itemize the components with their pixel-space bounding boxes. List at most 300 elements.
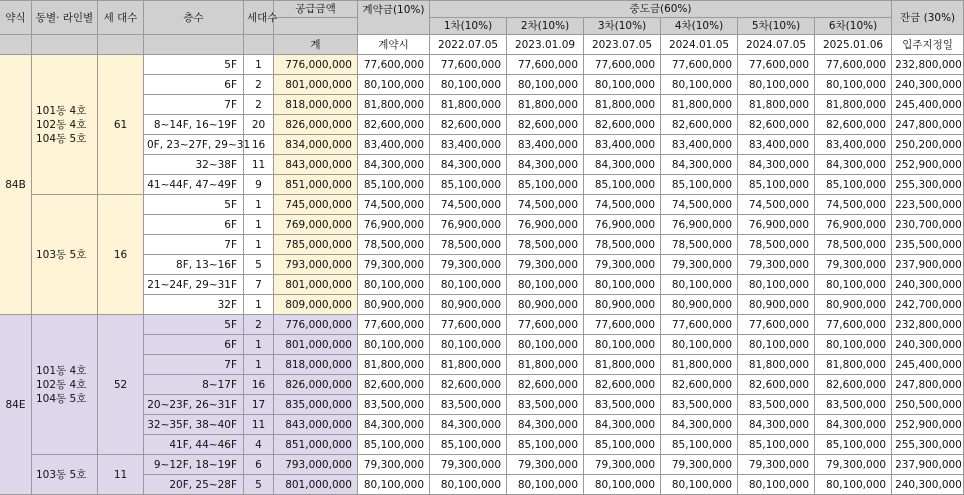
- interim-cell-5: 83,500,000: [738, 395, 815, 415]
- contract-cell: 76,900,000: [358, 215, 430, 235]
- interim-cell-4: 80,100,000: [661, 275, 738, 295]
- header-contract: 계약금(10%): [358, 1, 430, 35]
- table-row: [0, 95, 964, 115]
- interim-cell-3: 80,100,000: [584, 475, 661, 495]
- interim-cell-3: 77,600,000: [584, 55, 661, 75]
- households-cell: 16: [244, 135, 274, 155]
- contract-cell: 81,800,000: [358, 95, 430, 115]
- households-cell: 1: [244, 195, 274, 215]
- interim-cell-6: 82,600,000: [815, 375, 892, 395]
- header-date-4: 2024.01.05: [661, 35, 738, 55]
- interim-cell-6: 80,100,000: [815, 335, 892, 355]
- header-floors: 층수: [144, 1, 244, 35]
- table-row: [0, 55, 964, 75]
- floor-cell: 6F: [144, 335, 244, 355]
- interim-cell-3: 82,600,000: [584, 115, 661, 135]
- floor-cell: 6F: [144, 75, 244, 95]
- interim-cell-1: 76,900,000: [430, 215, 507, 235]
- interim-cell-6: 85,100,000: [815, 435, 892, 455]
- interim-cell-2: 84,300,000: [507, 155, 584, 175]
- contract-cell: 85,100,000: [358, 435, 430, 455]
- interim-cell-6: 81,800,000: [815, 355, 892, 375]
- interim-cell-1: 77,600,000: [430, 55, 507, 75]
- header-balance-sub: 입주지정일: [892, 35, 964, 55]
- supply-price-cell: 801,000,000: [274, 475, 358, 495]
- interim-cell-1: 83,500,000: [430, 395, 507, 415]
- interim-cell-5: 84,300,000: [738, 415, 815, 435]
- header-supply-blank: [274, 18, 358, 35]
- households-cell: 1: [244, 295, 274, 315]
- dong-line-text: 102동 4호: [36, 118, 87, 131]
- balance-cell: 230,700,000: [892, 215, 964, 235]
- interim-cell-4: 85,100,000: [661, 435, 738, 455]
- interim-cell-5: 82,600,000: [738, 115, 815, 135]
- balance-cell: 240,300,000: [892, 335, 964, 355]
- households-cell: 6: [244, 455, 274, 475]
- header-interim-6: 6차(10%): [815, 18, 892, 35]
- dong-line-text: 102동 4호: [36, 378, 87, 391]
- floor-cell: 20F, 25~28F: [144, 475, 244, 495]
- interim-cell-1: 82,600,000: [430, 375, 507, 395]
- header-blank: [98, 35, 144, 55]
- unit-count-cell: 52: [98, 315, 144, 455]
- interim-cell-3: 74,500,000: [584, 195, 661, 215]
- table-row: [0, 395, 964, 415]
- interim-cell-3: 79,300,000: [584, 455, 661, 475]
- interim-cell-2: 85,100,000: [507, 175, 584, 195]
- header-interim: 중도금(60%): [430, 1, 892, 18]
- floor-cell: 7F: [144, 235, 244, 255]
- interim-cell-2: 81,800,000: [507, 95, 584, 115]
- contract-cell: 77,600,000: [358, 315, 430, 335]
- balance-cell: 242,700,000: [892, 295, 964, 315]
- interim-cell-6: 81,800,000: [815, 95, 892, 115]
- header-interim-1: 1차(10%): [430, 18, 507, 35]
- floor-cell: 21~24F, 29~31F: [144, 275, 244, 295]
- header-date-5: 2024.07.05: [738, 35, 815, 55]
- header-blank: [32, 35, 98, 55]
- interim-cell-4: 82,600,000: [661, 375, 738, 395]
- contract-cell: 77,600,000: [358, 55, 430, 75]
- header-blank: [144, 35, 244, 55]
- header-units: 세 대수: [98, 1, 144, 35]
- floor-cell: 32~35F, 38~40F: [144, 415, 244, 435]
- interim-cell-2: 79,300,000: [507, 255, 584, 275]
- interim-cell-3: 81,800,000: [584, 355, 661, 375]
- header-date-3: 2023.07.05: [584, 35, 661, 55]
- table-row: [0, 135, 964, 155]
- unit-count-cell: 16: [98, 195, 144, 315]
- interim-cell-1: 80,100,000: [430, 335, 507, 355]
- header-date-1: 2022.07.05: [430, 35, 507, 55]
- contract-cell: 79,300,000: [358, 255, 430, 275]
- table-row: [0, 215, 964, 235]
- supply-price-cell: 793,000,000: [274, 255, 358, 275]
- interim-cell-1: 80,900,000: [430, 295, 507, 315]
- table-row: [0, 415, 964, 435]
- interim-cell-1: 85,100,000: [430, 175, 507, 195]
- contract-cell: 83,500,000: [358, 395, 430, 415]
- supply-price-cell: 769,000,000: [274, 215, 358, 235]
- floor-cell: 6F: [144, 215, 244, 235]
- interim-cell-6: 76,900,000: [815, 215, 892, 235]
- interim-cell-3: 81,800,000: [584, 95, 661, 115]
- balance-cell: 237,900,000: [892, 255, 964, 275]
- unit-type-cell: 84B: [0, 55, 32, 315]
- contract-cell: 82,600,000: [358, 375, 430, 395]
- interim-cell-5: 81,800,000: [738, 95, 815, 115]
- floor-cell: 5F: [144, 195, 244, 215]
- supply-price-cell: 785,000,000: [274, 235, 358, 255]
- dong-line-text: 103동 5호: [36, 248, 87, 261]
- balance-cell: 252,900,000: [892, 155, 964, 175]
- supply-price-cell: 826,000,000: [274, 375, 358, 395]
- interim-cell-1: 80,100,000: [430, 75, 507, 95]
- balance-cell: 247,800,000: [892, 375, 964, 395]
- interim-cell-3: 80,900,000: [584, 295, 661, 315]
- supply-price-cell: 801,000,000: [274, 275, 358, 295]
- floor-cell: 8F, 13~16F: [144, 255, 244, 275]
- interim-cell-2: 80,100,000: [507, 275, 584, 295]
- header-date-2: 2023.01.09: [507, 35, 584, 55]
- households-cell: 20: [244, 115, 274, 135]
- balance-cell: 235,500,000: [892, 235, 964, 255]
- floor-cell: 9~12F, 18~19F: [144, 455, 244, 475]
- interim-cell-3: 78,500,000: [584, 235, 661, 255]
- interim-cell-6: 80,100,000: [815, 75, 892, 95]
- supply-price-cell: 801,000,000: [274, 75, 358, 95]
- floor-cell: 20~23F, 26~31F: [144, 395, 244, 415]
- contract-cell: 85,100,000: [358, 175, 430, 195]
- interim-cell-1: 80,100,000: [430, 475, 507, 495]
- table-body: [0, 1, 964, 495]
- contract-cell: 83,400,000: [358, 135, 430, 155]
- interim-cell-3: 85,100,000: [584, 175, 661, 195]
- unit-count-cell: 61: [98, 55, 144, 195]
- table-row: [0, 115, 964, 135]
- dong-line-cell: [32, 315, 98, 455]
- interim-cell-5: 83,400,000: [738, 135, 815, 155]
- interim-cell-2: 83,400,000: [507, 135, 584, 155]
- households-cell: 5: [244, 475, 274, 495]
- households-cell: 1: [244, 355, 274, 375]
- interim-cell-6: 80,900,000: [815, 295, 892, 315]
- interim-cell-4: 78,500,000: [661, 235, 738, 255]
- households-cell: 11: [244, 155, 274, 175]
- interim-cell-1: 78,500,000: [430, 235, 507, 255]
- interim-cell-4: 85,100,000: [661, 175, 738, 195]
- interim-cell-5: 79,300,000: [738, 455, 815, 475]
- interim-cell-2: 80,100,000: [507, 335, 584, 355]
- interim-cell-1: 81,800,000: [430, 95, 507, 115]
- interim-cell-4: 74,500,000: [661, 195, 738, 215]
- interim-cell-5: 84,300,000: [738, 155, 815, 175]
- table-row: [0, 335, 964, 355]
- header-type: 약식: [0, 1, 32, 35]
- interim-cell-3: 84,300,000: [584, 415, 661, 435]
- table-row: [0, 75, 964, 95]
- interim-cell-6: 80,100,000: [815, 275, 892, 295]
- interim-cell-1: 85,100,000: [430, 435, 507, 455]
- contract-cell: 79,300,000: [358, 455, 430, 475]
- balance-cell: 255,300,000: [892, 175, 964, 195]
- dong-line-cell: [32, 455, 98, 495]
- contract-cell: 80,100,000: [358, 475, 430, 495]
- table-row: [0, 155, 964, 175]
- households-cell: 17: [244, 395, 274, 415]
- interim-cell-6: 78,500,000: [815, 235, 892, 255]
- balance-cell: 237,900,000: [892, 455, 964, 475]
- contract-cell: 80,100,000: [358, 335, 430, 355]
- interim-cell-4: 83,400,000: [661, 135, 738, 155]
- interim-cell-2: 84,300,000: [507, 415, 584, 435]
- table-row: [0, 455, 964, 475]
- interim-cell-3: 83,500,000: [584, 395, 661, 415]
- households-cell: 2: [244, 315, 274, 335]
- balance-cell: 240,300,000: [892, 75, 964, 95]
- interim-cell-5: 80,100,000: [738, 75, 815, 95]
- table-row: [0, 195, 964, 215]
- header-households: 세대수: [244, 1, 274, 35]
- contract-cell: 81,800,000: [358, 355, 430, 375]
- interim-cell-1: 84,300,000: [430, 415, 507, 435]
- interim-cell-5: 77,600,000: [738, 55, 815, 75]
- interim-cell-5: 76,900,000: [738, 215, 815, 235]
- interim-cell-2: 74,500,000: [507, 195, 584, 215]
- supply-price-cell: 834,000,000: [274, 135, 358, 155]
- floor-cell: 32~38F: [144, 155, 244, 175]
- interim-cell-2: 82,600,000: [507, 375, 584, 395]
- floor-cell: 5F: [144, 55, 244, 75]
- interim-cell-4: 79,300,000: [661, 455, 738, 475]
- header-blank: [244, 35, 274, 55]
- header-supply-sub: 계: [274, 35, 358, 55]
- supply-price-cell: 776,000,000: [274, 315, 358, 335]
- interim-cell-5: 80,100,000: [738, 335, 815, 355]
- households-cell: 1: [244, 55, 274, 75]
- table-row: [0, 375, 964, 395]
- floor-cell: 8~17F: [144, 375, 244, 395]
- table-row: [0, 315, 964, 335]
- interim-cell-4: 76,900,000: [661, 215, 738, 235]
- interim-cell-6: 79,300,000: [815, 255, 892, 275]
- balance-cell: 255,300,000: [892, 435, 964, 455]
- interim-cell-2: 80,900,000: [507, 295, 584, 315]
- balance-cell: 240,300,000: [892, 475, 964, 495]
- households-cell: 1: [244, 215, 274, 235]
- interim-cell-1: 77,600,000: [430, 315, 507, 335]
- interim-cell-5: 74,500,000: [738, 195, 815, 215]
- dong-line-text: 103동 5호: [36, 468, 87, 481]
- interim-cell-4: 84,300,000: [661, 155, 738, 175]
- interim-cell-2: 79,300,000: [507, 455, 584, 475]
- interim-cell-4: 82,600,000: [661, 115, 738, 135]
- floor-cell: 8~14F, 16~19F: [144, 115, 244, 135]
- floor-cell: 7F: [144, 355, 244, 375]
- supply-price-cell: 801,000,000: [274, 335, 358, 355]
- interim-cell-4: 80,100,000: [661, 75, 738, 95]
- supply-price-cell: 793,000,000: [274, 455, 358, 475]
- interim-cell-2: 77,600,000: [507, 315, 584, 335]
- dong-line-text: 104동 5호: [36, 132, 87, 145]
- contract-cell: 82,600,000: [358, 115, 430, 135]
- interim-cell-2: 81,800,000: [507, 355, 584, 375]
- interim-cell-6: 82,600,000: [815, 115, 892, 135]
- households-cell: 1: [244, 235, 274, 255]
- interim-cell-2: 80,100,000: [507, 475, 584, 495]
- balance-cell: 250,500,000: [892, 395, 964, 415]
- interim-cell-1: 80,100,000: [430, 275, 507, 295]
- interim-cell-6: 77,600,000: [815, 55, 892, 75]
- table-row: [0, 235, 964, 255]
- interim-cell-2: 85,100,000: [507, 435, 584, 455]
- households-cell: 5: [244, 255, 274, 275]
- header-contract-sub: 계약시: [358, 35, 430, 55]
- balance-cell: 223,500,000: [892, 195, 964, 215]
- contract-cell: 84,300,000: [358, 155, 430, 175]
- interim-cell-5: 78,500,000: [738, 235, 815, 255]
- contract-cell: 80,100,000: [358, 275, 430, 295]
- interim-cell-5: 77,600,000: [738, 315, 815, 335]
- table-row: [0, 275, 964, 295]
- interim-cell-5: 80,100,000: [738, 475, 815, 495]
- balance-cell: 245,400,000: [892, 355, 964, 375]
- interim-cell-4: 81,800,000: [661, 355, 738, 375]
- interim-cell-4: 77,600,000: [661, 315, 738, 335]
- header-date-6: 2025.01.06: [815, 35, 892, 55]
- header-supply-price: 공급금액: [274, 1, 358, 18]
- supply-price-cell: 851,000,000: [274, 435, 358, 455]
- dong-line-text: 104동 5호: [36, 392, 87, 405]
- interim-cell-6: 83,500,000: [815, 395, 892, 415]
- supply-price-cell: 818,000,000: [274, 355, 358, 375]
- interim-cell-5: 79,300,000: [738, 255, 815, 275]
- households-cell: 2: [244, 95, 274, 115]
- interim-cell-4: 80,100,000: [661, 475, 738, 495]
- floor-cell: 41F, 44~46F: [144, 435, 244, 455]
- households-cell: 1: [244, 335, 274, 355]
- supply-price-cell: 851,000,000: [274, 175, 358, 195]
- interim-cell-5: 82,600,000: [738, 375, 815, 395]
- floor-cell: 32F: [144, 295, 244, 315]
- interim-cell-4: 80,100,000: [661, 335, 738, 355]
- supply-price-cell: 818,000,000: [274, 95, 358, 115]
- supply-price-cell: 809,000,000: [274, 295, 358, 315]
- contract-cell: 78,500,000: [358, 235, 430, 255]
- interim-cell-1: 82,600,000: [430, 115, 507, 135]
- contract-cell: 80,100,000: [358, 75, 430, 95]
- interim-cell-6: 77,600,000: [815, 315, 892, 335]
- balance-cell: 250,200,000: [892, 135, 964, 155]
- interim-cell-1: 79,300,000: [430, 255, 507, 275]
- interim-cell-4: 84,300,000: [661, 415, 738, 435]
- households-cell: 4: [244, 435, 274, 455]
- supply-price-cell: 826,000,000: [274, 115, 358, 135]
- supply-price-cell: 745,000,000: [274, 195, 358, 215]
- header-row-1: [0, 1, 964, 18]
- unit-type-cell: 84E: [0, 315, 32, 495]
- dong-line-text: 101동 4호: [36, 104, 87, 117]
- header-interim-2: 2차(10%): [507, 18, 584, 35]
- interim-cell-3: 83,400,000: [584, 135, 661, 155]
- dong-line-cell: [32, 55, 98, 195]
- interim-cell-2: 80,100,000: [507, 75, 584, 95]
- table-row: [0, 295, 964, 315]
- header-dong-line: 동별· 라인별: [32, 1, 98, 35]
- interim-cell-2: 83,500,000: [507, 395, 584, 415]
- contract-cell: 74,500,000: [358, 195, 430, 215]
- supply-price-cell: 843,000,000: [274, 415, 358, 435]
- interim-cell-5: 80,900,000: [738, 295, 815, 315]
- households-cell: 9: [244, 175, 274, 195]
- balance-cell: 252,900,000: [892, 415, 964, 435]
- floor-cell: 0F, 23~27F, 29~31: [144, 135, 244, 155]
- interim-cell-2: 76,900,000: [507, 215, 584, 235]
- supply-price-cell: 835,000,000: [274, 395, 358, 415]
- balance-cell: 247,800,000: [892, 115, 964, 135]
- interim-cell-6: 79,300,000: [815, 455, 892, 475]
- interim-cell-1: 79,300,000: [430, 455, 507, 475]
- households-cell: 16: [244, 375, 274, 395]
- floor-cell: 7F: [144, 95, 244, 115]
- table-row: [0, 255, 964, 275]
- header-row-3: [0, 35, 964, 55]
- interim-cell-3: 85,100,000: [584, 435, 661, 455]
- contract-cell: 80,900,000: [358, 295, 430, 315]
- table-row: [0, 435, 964, 455]
- interim-cell-5: 80,100,000: [738, 275, 815, 295]
- table-row: [0, 355, 964, 375]
- interim-cell-4: 77,600,000: [661, 55, 738, 75]
- interim-cell-3: 80,100,000: [584, 75, 661, 95]
- interim-cell-2: 82,600,000: [507, 115, 584, 135]
- header-interim-3: 3차(10%): [584, 18, 661, 35]
- interim-cell-3: 84,300,000: [584, 155, 661, 175]
- interim-cell-6: 83,400,000: [815, 135, 892, 155]
- interim-cell-4: 79,300,000: [661, 255, 738, 275]
- balance-cell: 232,800,000: [892, 315, 964, 335]
- households-cell: 7: [244, 275, 274, 295]
- interim-cell-1: 81,800,000: [430, 355, 507, 375]
- dong-line-cell: [32, 195, 98, 315]
- balance-cell: 240,300,000: [892, 275, 964, 295]
- interim-cell-3: 82,600,000: [584, 375, 661, 395]
- header-interim-5: 5차(10%): [738, 18, 815, 35]
- header-interim-4: 4차(10%): [661, 18, 738, 35]
- interim-cell-3: 76,900,000: [584, 215, 661, 235]
- table-row: [0, 475, 964, 495]
- unit-count-cell: 11: [98, 455, 144, 495]
- households-cell: 2: [244, 75, 274, 95]
- interim-cell-3: 80,100,000: [584, 335, 661, 355]
- households-cell: 11: [244, 415, 274, 435]
- interim-cell-4: 81,800,000: [661, 95, 738, 115]
- interim-cell-6: 85,100,000: [815, 175, 892, 195]
- header-blank: [0, 35, 32, 55]
- interim-cell-6: 84,300,000: [815, 155, 892, 175]
- interim-cell-1: 84,300,000: [430, 155, 507, 175]
- interim-cell-5: 85,100,000: [738, 435, 815, 455]
- floor-cell: 5F: [144, 315, 244, 335]
- interim-cell-6: 74,500,000: [815, 195, 892, 215]
- interim-cell-2: 78,500,000: [507, 235, 584, 255]
- interim-cell-5: 85,100,000: [738, 175, 815, 195]
- interim-cell-4: 83,500,000: [661, 395, 738, 415]
- interim-cell-4: 80,900,000: [661, 295, 738, 315]
- header-balance: 잔금 (30%): [892, 1, 964, 35]
- interim-cell-2: 77,600,000: [507, 55, 584, 75]
- table-row: [0, 175, 964, 195]
